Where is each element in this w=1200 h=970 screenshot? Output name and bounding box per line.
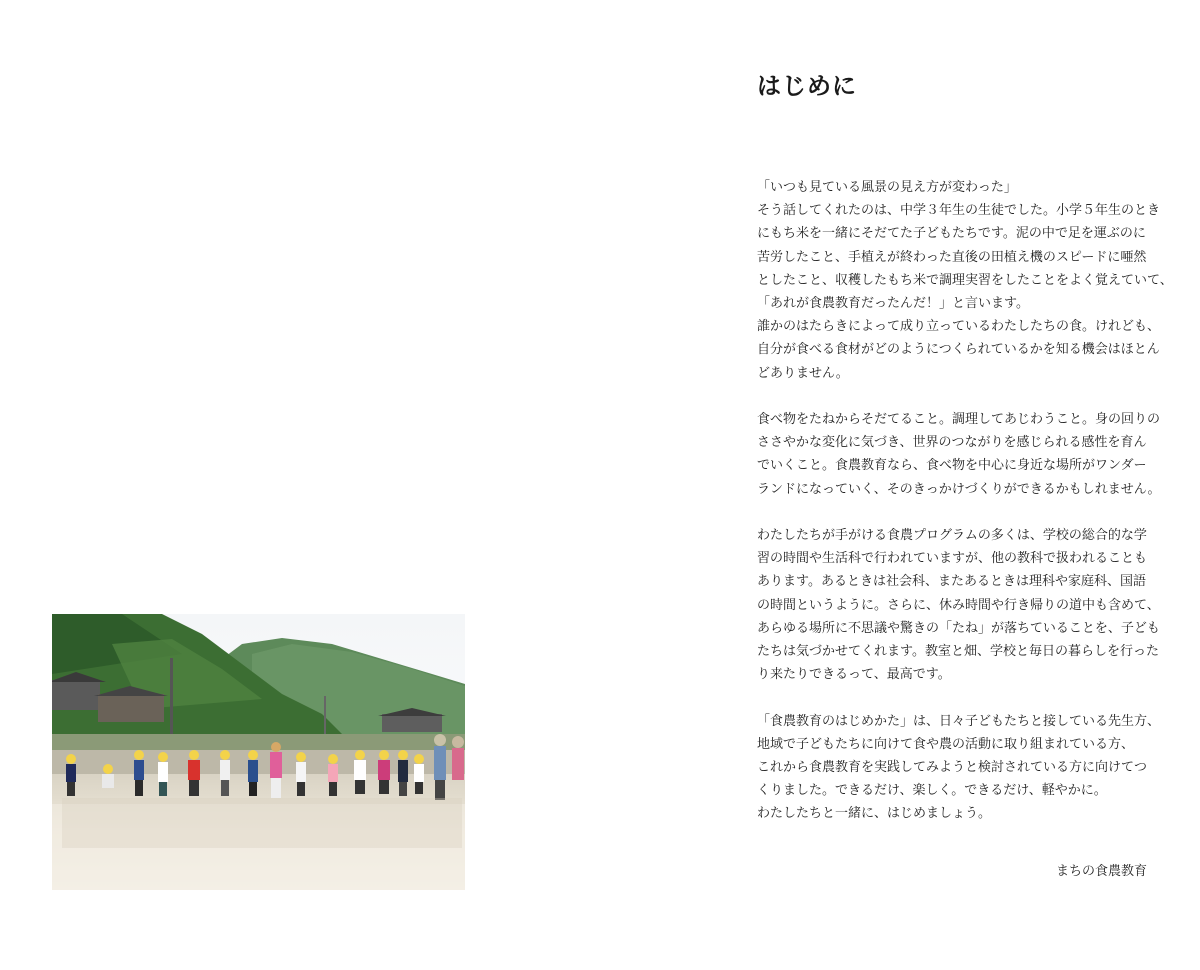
text-line: 誰かのはたらきによって成り立っているわたしたちの食。けれども、 bbox=[757, 319, 1161, 335]
text-line: 「あれが食農教育だったんだ！」と言います。 bbox=[757, 296, 1029, 312]
text-line: わたしたちが手がける食農プログラムの多くは、学校の総合的な学 bbox=[757, 528, 1147, 544]
text-line: としたこと、収穫したもち米で調理実習をしたことをよく覚えていて、 bbox=[757, 272, 1173, 288]
text-line: 習の時間や生活科で行われていますが、他の教科で扱われることも bbox=[757, 551, 1148, 567]
text-line: にもち米を一緒にそだてた子どもたちです。泥の中で足を運ぶのに bbox=[757, 226, 1146, 242]
text-line: あります。あるときは社会科、またあるときは理科や家庭科、国語 bbox=[757, 574, 1146, 590]
paragraph-1 bbox=[757, 176, 1173, 385]
page-title: はじめに bbox=[757, 72, 857, 100]
text-line: どありません。 bbox=[757, 365, 849, 381]
text-line: ランドになっていく、そのきっかけづくりができるかもしれません。 bbox=[757, 481, 1161, 497]
text-line: そう話してくれたのは、中学３年生の生徒でした。小学５年生のとき bbox=[757, 203, 1161, 219]
text-line: 地域で子どもたちに向けて食や農の活動に取り組まれている方、 bbox=[757, 736, 1135, 752]
text-line: 「食農教育のはじめかた」は、日々子どもたちと接している先生方、 bbox=[757, 713, 1161, 729]
text-line: ささやかな変化に気づき、世界のつながりを感じられる感性を育ん bbox=[757, 435, 1147, 451]
intro-body bbox=[757, 176, 1173, 849]
text-line: たちは気づかせてくれます。教室と畑、学校と毎日の暮らしを行った bbox=[757, 644, 1159, 660]
rice-field-photo bbox=[52, 614, 465, 890]
paragraph-3 bbox=[757, 524, 1160, 686]
author-signature: まちの食農教育 bbox=[1055, 864, 1147, 879]
text-line: 自分が食べる食材がどのようにつくられているかを知る機会はほとん bbox=[757, 342, 1160, 358]
text-line: 「いつも見ている風景の見え方が変わった」 bbox=[757, 180, 1017, 195]
text-line: でいくこと。食農教育なら、食べ物を中心に身近な場所がワンダー bbox=[757, 458, 1147, 474]
text-line: り来たりできるって、最高です。 bbox=[757, 667, 951, 683]
text-line: 食べ物をたねからそだてること。調理してあじわうこと。身の回りの bbox=[757, 412, 1161, 428]
text-line: の時間というように。さらに、休み時間や行き帰りの道中も含めて、 bbox=[757, 597, 1160, 613]
text-line: 苦労したこと、手植えが終わった直後の田植え機のスピードに唖然 bbox=[757, 249, 1147, 265]
text-line: これから食農教育を実践してみようと検討されている方に向けてつ bbox=[757, 760, 1148, 776]
text-line: あらゆる場所に不思議や驚きの「たね」が落ちていることを、子ども bbox=[757, 620, 1160, 636]
paragraph-2 bbox=[757, 408, 1161, 501]
text-line: くりました。できるだけ、楽しく。できるだけ、軽やかに。 bbox=[757, 783, 1107, 799]
text-line: わたしたちと一緒に、はじめましょう。 bbox=[757, 806, 992, 822]
paragraph-4 bbox=[757, 710, 1161, 826]
